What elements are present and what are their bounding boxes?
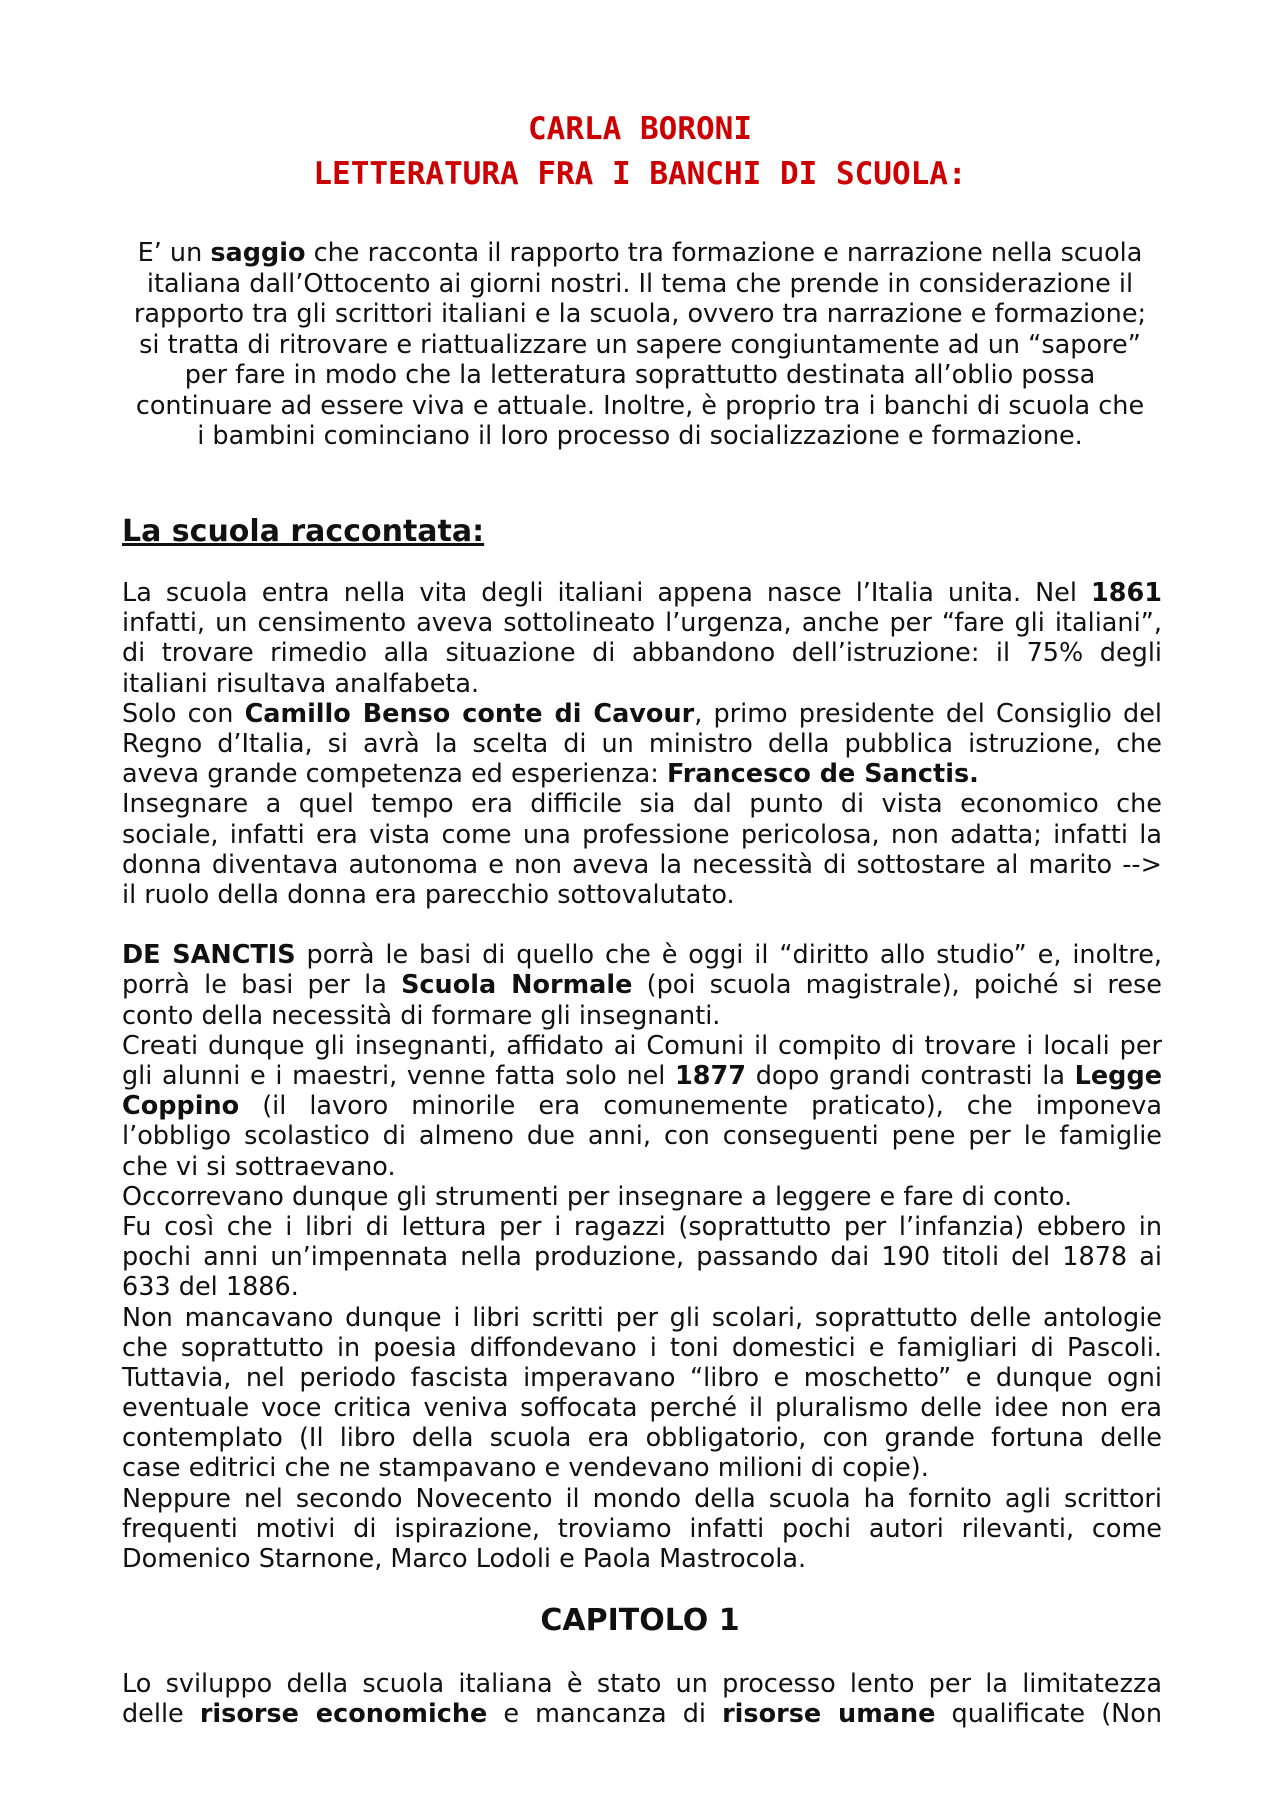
bold-run: 1861 bbox=[1091, 578, 1162, 608]
paragraph-line: contemplato (Il libro della scuola era obbligatorio, con grande fortuna delle bbox=[122, 1423, 1162, 1454]
body-text bbox=[122, 578, 1162, 1574]
paragraph-line: Neppure nel secondo Novecento il mondo della scuola ha fornito agli scrittori bbox=[122, 1483, 1162, 1514]
text-run: qualificate (Non bbox=[935, 1699, 1162, 1730]
text-run: e mancanza di bbox=[487, 1699, 723, 1730]
paragraph-line bbox=[122, 578, 1162, 608]
section-heading: La scuola raccontata: bbox=[122, 514, 485, 549]
paragraph-line: conto della necessità di formare gli insegnanti. bbox=[122, 1000, 721, 1031]
paragraph-line: frequenti motivi di ispirazione, troviamo infatti pochi autori rilevanti, come bbox=[122, 1513, 1162, 1544]
chapter-heading: CAPITOLO 1 bbox=[540, 1603, 740, 1638]
paragraph-line: Fu così che i libri di lettura per i ragazzi (soprattutto per l’infanzia) ebbero in bbox=[122, 1211, 1162, 1242]
paragraph-line: l’obbligo scolastico di almeno due anni, con conseguenti pene per le famiglie bbox=[122, 1121, 1162, 1152]
paragraph-line: Lo sviluppo della scuola italiana è stato un processo lento per la limitatezza bbox=[122, 1669, 1162, 1699]
paragraph-line bbox=[122, 1061, 1162, 1091]
intro-paragraph bbox=[120, 238, 1160, 452]
text-run: , primo presidente del Consiglio del bbox=[694, 698, 1162, 729]
text-run: dopo grandi contrasti la bbox=[746, 1061, 1075, 1091]
bold-run: risorse economiche bbox=[199, 1699, 488, 1730]
bold-run: DE SANCTIS bbox=[122, 940, 296, 971]
text-run: porrà le basi per la bbox=[122, 970, 402, 1001]
paragraph-line: eventuale voce critica veniva soffocata perché il pluralismo delle idee non era bbox=[122, 1393, 1162, 1424]
text-run: (il lavoro minorile era comunemente praticato), che imponeva bbox=[239, 1091, 1162, 1122]
intro-line: italiana dall’Ottocento ai giorni nostri. Il tema che prende in considerazione il bbox=[146, 268, 1134, 299]
paragraph-line: infatti, un censimento aveva sottolineato l’urgenza, anche per “fare gli italiani”, bbox=[122, 608, 1162, 639]
paragraph-line: italiani risultava analfabeta. bbox=[122, 668, 480, 699]
bold-run: risorse umane bbox=[722, 1699, 936, 1730]
paragraph-gap bbox=[122, 910, 1162, 940]
intro-line: rapporto tra gli scrittori italiani e la scuola, ovvero tra narrazione e formazione; bbox=[133, 299, 1147, 329]
paragraph-line bbox=[122, 699, 1162, 729]
paragraph-line: sociale, infatti era vista come una professione pericolosa, non adatta; infatti la bbox=[122, 819, 1162, 850]
paragraph-line: Domenico Starnone, Marco Lodoli e Paola Mastrocola. bbox=[122, 1544, 807, 1574]
paragraph-line bbox=[122, 970, 1162, 1000]
paragraph-line: Regno d’Italia, si avrà la scelta di un ministro della pubblica istruzione, che bbox=[122, 728, 1162, 759]
bold-run: Camillo Benso conte di Cavour bbox=[244, 698, 695, 729]
paragraph-line bbox=[122, 940, 1162, 970]
bold-run: Coppino bbox=[122, 1091, 240, 1122]
text-run: gli alunni e i maestri, venne fatta solo nel bbox=[122, 1061, 676, 1091]
intro-line: i bambini cominciano il loro processo di socializzazione e formazione. bbox=[197, 421, 1083, 451]
text-run: aveva grande competenza ed esperienza: bbox=[122, 759, 667, 790]
document-title: LETTERATURA FRA I BANCHI DI SCUOLA: bbox=[313, 156, 967, 192]
intro-line: si tratta di ritrovare e riattualizzare un sapere congiuntamente ad un “sapore” bbox=[139, 329, 1141, 360]
text-run: (poi scuola magistrale), poiché si rese bbox=[632, 970, 1162, 1001]
paragraph-line bbox=[122, 1091, 1162, 1121]
bold-run: saggio bbox=[210, 238, 306, 268]
text-run: E’ un bbox=[137, 238, 211, 268]
paragraph-line: che vi si sottraevano. bbox=[122, 1151, 396, 1182]
bold-run: 1877 bbox=[675, 1061, 747, 1091]
paragraph-line: 633 del 1886. bbox=[122, 1272, 299, 1303]
paragraph-line: Creati dunque gli insegnanti, affidato ai Comuni il compito di trovare i locali per bbox=[122, 1030, 1162, 1061]
paragraph-line: Occorrevano dunque gli strumenti per insegnare a leggere e fare di conto. bbox=[122, 1181, 1073, 1212]
intro-line: per fare in modo che la letteratura soprattutto destinata all’oblio possa bbox=[184, 360, 1096, 390]
intro-line: continuare ad essere viva e attuale. Inoltre, è proprio tra i banchi di scuola che bbox=[135, 390, 1145, 421]
paragraph-line: di trovare rimedio alla situazione di abbandono dell’istruzione: il 75% degli bbox=[122, 638, 1162, 669]
bold-run: Legge bbox=[1074, 1061, 1162, 1091]
author-heading: CARLA BORONI bbox=[528, 111, 752, 147]
bold-run: Scuola Normale bbox=[401, 970, 633, 1001]
text-run: Solo con bbox=[122, 698, 245, 729]
paragraph-line: che soprattutto in poesia diffondevano i toni domestici e famigliari di Pascoli. bbox=[122, 1332, 1162, 1363]
paragraph-line: case editrici che ne stampavano e vendevano milioni di copie). bbox=[122, 1453, 929, 1484]
paragraph-line bbox=[122, 1699, 1162, 1729]
paragraph-line: il ruolo della donna era parecchio sottovalutato. bbox=[122, 879, 735, 910]
paragraph-line bbox=[122, 759, 1162, 789]
intro-line bbox=[120, 238, 1160, 269]
paragraph-line: Insegnare a quel tempo era difficile sia dal punto di vista economico che bbox=[122, 789, 1162, 820]
text-run: che racconta il rapporto tra formazione e narrazione nella scuola bbox=[305, 238, 1143, 268]
paragraph-line: pochi anni un’impennata nella produzione, passando dai 190 titoli del 1878 ai bbox=[122, 1242, 1162, 1273]
paragraph-line: Non mancavano dunque i libri scritti per gli scolari, soprattutto delle antologie bbox=[122, 1302, 1162, 1333]
text-run: La scuola entra nella vita degli italiani appena nasce l’Italia unita. Nel bbox=[122, 578, 1092, 608]
text-run: delle bbox=[122, 1699, 200, 1730]
chapter-body-text bbox=[122, 1669, 1162, 1729]
bold-run: Francesco de Sanctis. bbox=[666, 759, 979, 790]
paragraph-line: donna diventava autonoma e non aveva la necessità di sottostare al marito --> bbox=[122, 849, 1162, 880]
paragraph-line: Tuttavia, nel periodo fascista imperavano “libro e moschetto” e dunque ogni bbox=[122, 1362, 1162, 1393]
text-run: porrà le basi di quello che è oggi il “diritto allo studio” e, inoltre, bbox=[295, 940, 1162, 971]
